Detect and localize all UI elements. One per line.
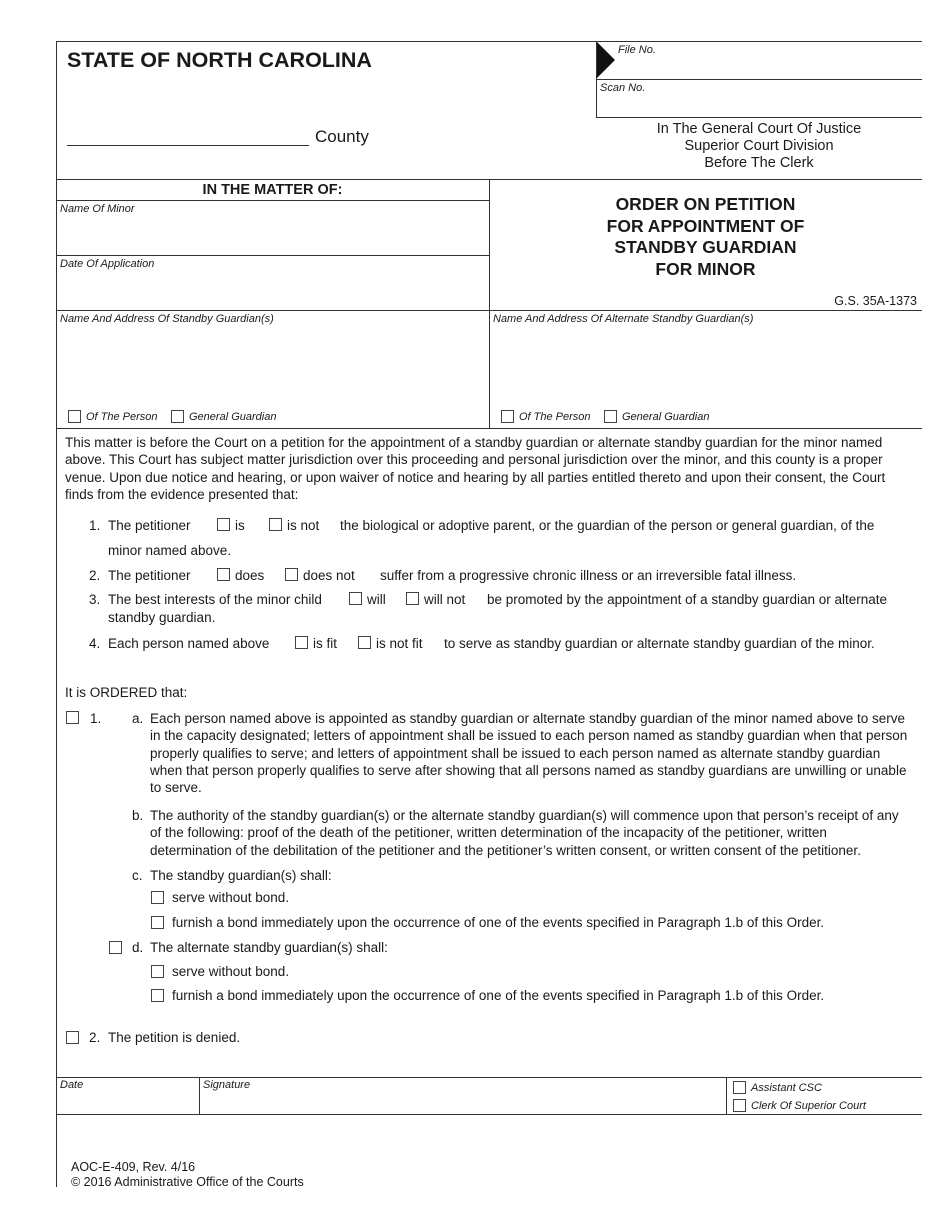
scan-no-label: Scan No.	[600, 82, 646, 94]
county-field[interactable]	[67, 126, 309, 144]
court-line-2: Superior Court Division	[684, 138, 834, 154]
alternate-of-the-person-checkbox[interactable]	[501, 410, 514, 423]
file-box-top	[596, 41, 922, 42]
order-1d-text: The alternate standby guardian(s) shall:	[150, 940, 388, 955]
finding-4-is-fit-checkbox[interactable]	[295, 636, 308, 649]
form-title-line-3: STANDBY GUARDIAN	[614, 237, 797, 258]
file-box-bottom	[596, 117, 922, 118]
finding-1-continuation: minor named above.	[108, 543, 232, 558]
signature-divider-1	[199, 1077, 200, 1114]
state-title: STATE OF NORTH CAROLINA	[67, 48, 372, 72]
date-of-application-label: Date Of Application	[60, 258, 155, 270]
order-1d-checkbox[interactable]	[109, 941, 122, 954]
assistant-csc-label: Assistant CSC	[751, 1082, 822, 1094]
form-title-line-2: FOR APPOINTMENT OF	[606, 215, 805, 236]
finding-1-is-not-checkbox[interactable]	[269, 518, 282, 531]
court-line-3: Before The Clerk	[704, 155, 814, 171]
order-1d-serve-without-bond-label: serve without bond.	[172, 964, 290, 979]
standby-of-the-person-checkbox[interactable]	[68, 410, 81, 423]
order-2-checkbox[interactable]	[66, 1031, 79, 1044]
clerk-of-superior-court-label: Clerk Of Superior Court	[751, 1100, 866, 1112]
finding-4-is-not-fit-checkbox[interactable]	[358, 636, 371, 649]
statute-reference: G.S. 35A-1373	[834, 294, 917, 308]
order-1c-serve-without-bond-checkbox[interactable]	[151, 891, 164, 904]
finding-2-does-not-checkbox[interactable]	[285, 568, 298, 581]
clerk-of-superior-court-checkbox[interactable]	[733, 1099, 746, 1112]
scan-no-field[interactable]	[650, 92, 918, 114]
court-line-1: In The General Court Of Justice	[656, 121, 862, 137]
guardians-divider	[56, 310, 922, 311]
standby-general-guardian-checkbox[interactable]	[171, 410, 184, 423]
order-2-number: 2.	[89, 1030, 101, 1045]
order-1d-serve-without-bond-checkbox[interactable]	[151, 965, 164, 978]
county-underline	[67, 145, 309, 146]
finding-1-is-label: is	[235, 518, 245, 533]
form-title-line-4: FOR MINOR	[655, 259, 756, 280]
alternate-general-guardian-label: General Guardian	[622, 411, 710, 423]
finding-4-number: 4.	[89, 636, 101, 651]
finding-3-will-label: will	[367, 592, 386, 607]
date-field[interactable]	[60, 1092, 194, 1112]
finding-4-is-not-fit-label: is not fit	[376, 636, 423, 651]
finding-1-is-not-label: is not	[287, 518, 320, 533]
finding-1-number: 1.	[89, 518, 101, 533]
date-label: Date	[60, 1079, 84, 1091]
form-title-line-1: ORDER ON PETITION	[615, 194, 796, 214]
finding-2-does-label: does	[235, 568, 265, 583]
order-1c-text: The standby guardian(s) shall:	[150, 868, 332, 883]
matter-heading: IN THE MATTER OF:	[202, 182, 343, 198]
assistant-csc-checkbox[interactable]	[733, 1081, 746, 1094]
file-box-divider	[596, 79, 922, 80]
minor-divider	[56, 255, 489, 256]
alternate-general-guardian-checkbox[interactable]	[604, 410, 617, 423]
finding-3-will-checkbox[interactable]	[349, 592, 362, 605]
file-no-arrow-icon	[597, 42, 615, 78]
order-1d-furnish-bond-checkbox[interactable]	[151, 989, 164, 1002]
name-of-minor-label: Name Of Minor	[60, 203, 135, 215]
finding-4-is-fit-label: is fit	[313, 636, 338, 651]
finding-3-continuation: standby guardian.	[108, 610, 216, 625]
finding-1-is-checkbox[interactable]	[217, 518, 230, 531]
finding-4-lead: Each person named above	[108, 636, 270, 651]
date-of-application-field[interactable]	[60, 275, 484, 307]
order-2-text: The petition is denied.	[108, 1030, 241, 1045]
order-1c-serve-without-bond-label: serve without bond.	[172, 890, 290, 905]
finding-2-does-not-label: does not	[303, 568, 355, 583]
frame-top-border	[56, 41, 596, 42]
file-no-field[interactable]	[618, 58, 918, 78]
order-1c-furnish-bond-label: furnish a bond immediately upon the occurrence of one of the events specified in Paragraph 1.b of this Order.	[172, 915, 825, 930]
finding-1-lead: The petitioner	[108, 518, 191, 533]
alternate-of-the-person-label: Of The Person	[519, 411, 591, 423]
standby-guardian-label: Name And Address Of Standby Guardian(s)	[60, 313, 274, 325]
form-title	[489, 194, 922, 281]
file-no-label: File No.	[618, 44, 656, 56]
order-1b-text: The authority of the standby guardian(s) or the alternate standby guardian(s) will commence upon that person’s receipt of any of the following: proof of the death of the petitioner, written determination of the incapacity of the petitioner, written determination of the debilitation of the petitioner and the petitioner’s written consent, or written consent of the petitioner.	[150, 808, 899, 858]
copyright: © 2016 Administrative Office of the Courts	[71, 1175, 304, 1189]
standby-of-the-person-label: Of The Person	[86, 411, 158, 423]
order-heading: It is ORDERED that:	[65, 685, 188, 700]
standby-general-guardian-label: General Guardian	[189, 411, 277, 423]
order-1d-furnish-bond-label: furnish a bond immediately upon the occurrence of one of the events specified in Paragraph 1.b of this Order.	[172, 988, 825, 1003]
finding-2-does-checkbox[interactable]	[217, 568, 230, 581]
intro-paragraph: This matter is before the Court on a petition for the appointment of a standby guardian or alternate standby guardian for the minor named above. This Court has subject matter jurisdiction over this proceeding and personal jurisdiction over the minor, and this county is a proper venue. Upon due notice and hearing, or upon waiver of notice and hearing by all parties entitled thereto and upon their consent, the Court finds from the evidence presented that:	[65, 435, 886, 502]
county-label: County	[315, 127, 369, 146]
finding-1-text: the biological or adoptive parent, or the guardian of the person or general guardian, of the	[340, 518, 875, 533]
frame-left-border	[56, 41, 57, 1187]
standby-guardian-field[interactable]	[60, 330, 484, 400]
form-id: AOC-E-409, Rev. 4/16	[71, 1160, 196, 1174]
finding-4-text: to serve as standby guardian or alternate standby guardian of the minor.	[444, 636, 875, 651]
signature-row-bottom	[56, 1114, 922, 1115]
signature-field[interactable]	[203, 1092, 721, 1112]
order-1-number: 1.	[90, 711, 102, 726]
body-divider	[56, 428, 922, 429]
order-1c-label: c.	[132, 868, 143, 883]
finding-3-text: be promoted by the appointment of a standby guardian or alternate	[487, 592, 888, 607]
finding-3-lead: The best interests of the minor child	[108, 592, 322, 607]
signature-divider-2	[726, 1077, 727, 1114]
order-1-checkbox[interactable]	[66, 711, 79, 724]
signature-label: Signature	[203, 1079, 251, 1091]
order-1a-text: Each person named above is appointed as standby guardian or alternate standby guardian of the minor named above to serve in the capacity designated; letters of appointment shall be issued to each person named as standby guardian when that person properly qualifies to serve; and letters of appointment shall be issued to each person named as alternate standby guardian when that person properly qualifies to serve after showing that all persons named as standby guardians are unwilling or unable to serve.	[150, 711, 908, 796]
alternate-guardian-field[interactable]	[493, 330, 917, 400]
name-of-minor-field[interactable]	[60, 220, 484, 252]
order-1b-label: b.	[132, 808, 144, 823]
finding-3-will-not-label: will not	[424, 592, 466, 607]
signature-row-top	[56, 1077, 922, 1078]
order-1d-label: d.	[132, 940, 144, 955]
alternate-guardian-label: Name And Address Of Alternate Standby Guardian(s)	[493, 313, 754, 325]
finding-2-lead: The petitioner	[108, 568, 191, 583]
order-1c-furnish-bond-checkbox[interactable]	[151, 916, 164, 929]
finding-3-number: 3.	[89, 592, 101, 607]
finding-2-number: 2.	[89, 568, 101, 583]
matter-heading-underline	[56, 200, 489, 201]
order-1a-label: a.	[132, 711, 144, 726]
finding-2-text: suffer from a progressive chronic illness or an irreversible fatal illness.	[380, 568, 797, 583]
finding-3-will-not-checkbox[interactable]	[406, 592, 419, 605]
